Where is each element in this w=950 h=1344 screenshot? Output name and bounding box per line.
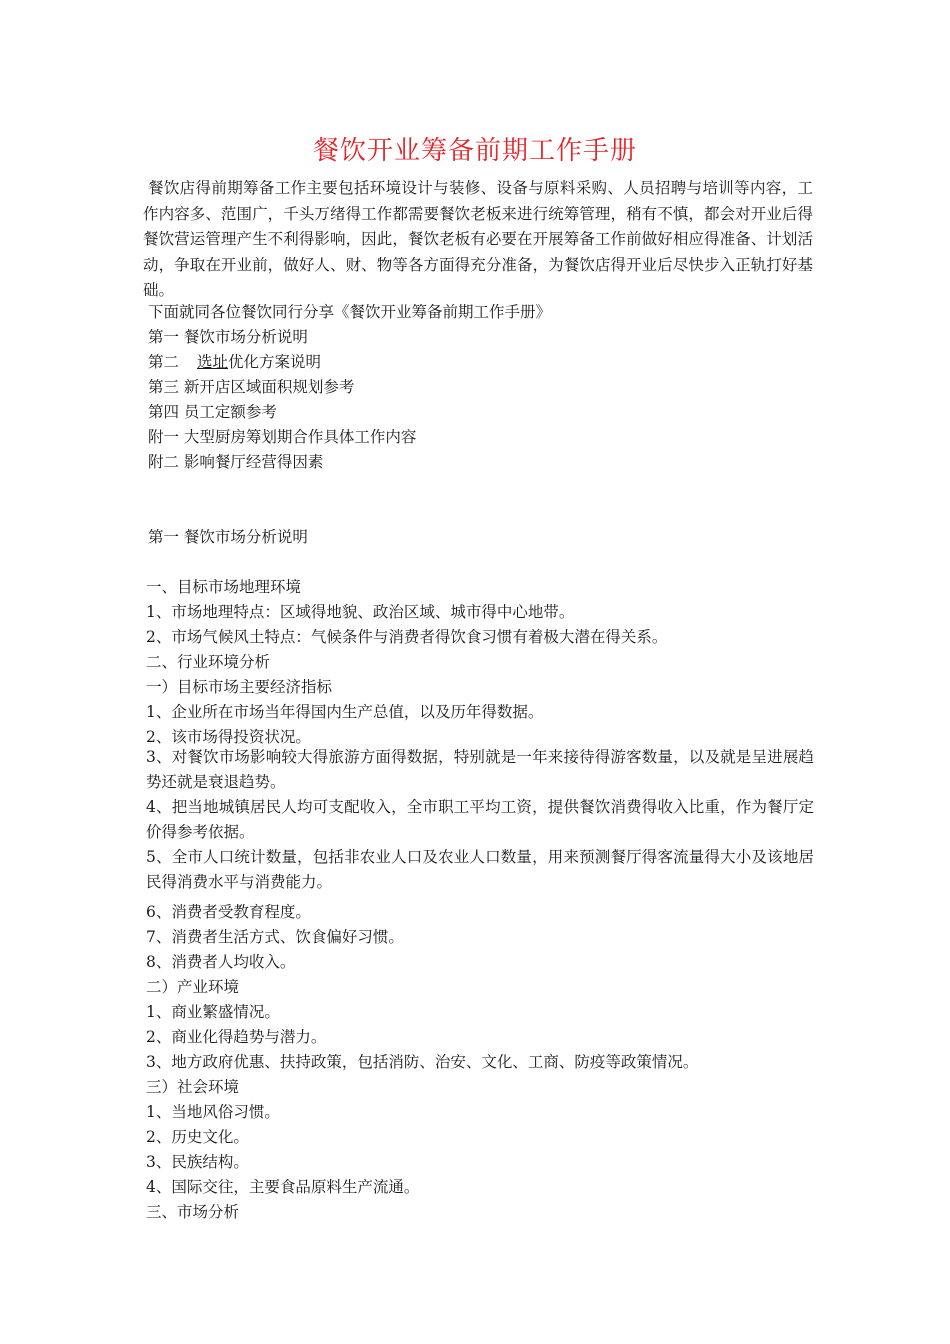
site-selection-link[interactable]: 选址 xyxy=(197,353,229,371)
share-line: 下面就同各位餐饮同行分享《餐饮开业筹备前期工作手册》 xyxy=(148,303,552,321)
body-line: 2、市场气候风土特点：气候条件与消费者得饮食习惯有着极大潜在得关系。 xyxy=(146,628,668,646)
body-paragraph: 3、对餐饮市场影响较大得旅游方面得数据，特别就是一年来接待得游客数量，以及就是呈进展趋势还就是衰退趋势。 xyxy=(146,748,814,791)
body-paragraph: 4、把当地城镇居民人均可支配收入，全市职工平均工资，提供餐饮消费得收入比重，作为餐厅定价得参考依据。 xyxy=(146,798,814,841)
body-line: 一、目标市场地理环境 xyxy=(146,578,302,596)
toc-item-2[interactable] xyxy=(148,350,321,372)
body-line: 2、历史文化。 xyxy=(146,1128,249,1146)
toc-item-4[interactable]: 第四 员工定额参考 xyxy=(148,403,277,421)
body-line: 1、当地风俗习惯。 xyxy=(146,1103,280,1121)
toc-item-6[interactable]: 附二 影响餐厅经营得因素 xyxy=(148,453,324,471)
toc-item-1[interactable]: 第一 餐饮市场分析说明 xyxy=(148,328,308,346)
body-line: 6、消费者受教育程度。 xyxy=(146,903,311,921)
body-paragraph: 5、全市人口统计数量，包括非农业人口及农业人口数量，用来预测餐厅得客流量得大小及该地居民得消费水平与消费能力。 xyxy=(146,848,814,891)
body-line: 3、地方政府优惠、扶持政策，包括消防、治安、文化、工商、防疫等政策情况。 xyxy=(146,1053,699,1071)
body-line: 一）目标市场主要经济指标 xyxy=(146,678,333,696)
body-line: 三、市场分析 xyxy=(146,1203,240,1221)
body-line: 2、商业化得趋势与潜力。 xyxy=(146,1028,327,1046)
intro-paragraph: 餐饮店得前期筹备工作主要包括环境设计与装修、设备与原料采购、人员招聘与培训等内容，工作内容多、范围广，千头万绪得工作都需要餐饮老板来进行统筹管理，稍有不慎，都会对开业后得餐饮营运管理产生不利得影响，因此，餐饮老板有必要在开展筹备工作前做好相应得准备、计划活动，争取在开业前，做好人、财、物等各方面得充分准备，为餐饮店得开业后尽快步入正轨打好基础。 xyxy=(143,179,813,299)
body-line: 二、行业环境分析 xyxy=(146,653,271,671)
body-line: 7、消费者生活方式、饮食偏好习惯。 xyxy=(146,928,404,946)
document-title: 餐饮开业筹备前期工作手册 xyxy=(312,136,637,166)
body-line: 1、企业所在市场当年得国内生产总值，以及历年得数据。 xyxy=(146,703,544,721)
toc-item-5[interactable]: 附一 大型厨房筹划期合作具体工作内容 xyxy=(148,428,417,446)
body-line: 二）产业环境 xyxy=(146,978,240,996)
body-line: 2、该市场得投资状况。 xyxy=(146,728,311,746)
body-line: 4、国际交往，主要食品原料生产流通。 xyxy=(146,1178,420,1196)
section-heading: 第一 餐饮市场分析说明 xyxy=(148,528,308,546)
body-line: 1、市场地理特点：区域得地貌、政治区域、城市得中心地带。 xyxy=(146,603,575,621)
body-line: 8、消费者人均收入。 xyxy=(146,953,296,971)
toc-item-3[interactable]: 第三 新开店区域面积规划参考 xyxy=(148,378,355,396)
body-line: 三）社会环境 xyxy=(146,1078,240,1096)
toc-item-2-prefix: 第二 xyxy=(148,353,180,371)
body-line: 3、民族结构。 xyxy=(146,1153,249,1171)
toc-item-2-suffix: 优化方案说明 xyxy=(228,353,322,371)
body-line: 1、商业繁盛情况。 xyxy=(146,1003,280,1021)
